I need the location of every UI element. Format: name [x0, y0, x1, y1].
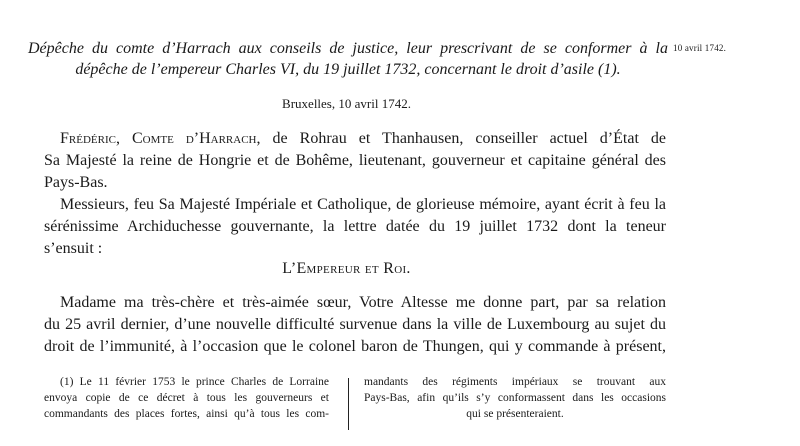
footnote-left-line-2: envoya copie de ce décret à tous les gouverneurs et	[44, 392, 329, 404]
footnote-right-line-1: mandants des régiments impériaux se trouvant aux	[364, 376, 666, 388]
paragraph-intro-line-1	[44, 128, 666, 150]
heading-line-2: dépêche de l’empereur Charles VI, du 19 juillet 1732, concernant le droit d’asile (1).	[75, 61, 621, 78]
paragraph-messieurs-line-3: s’ensuit :	[44, 240, 103, 257]
paragraph-messieurs-line-1: Messieurs, feu Sa Majesté Impériale et Catholique, de glorieuse mémoire, ayant écrit à feu la	[60, 196, 666, 213]
footnote-column-divider	[348, 378, 349, 430]
section-title: L’Empereur et Roi.	[282, 260, 411, 277]
paragraph-intro	[44, 128, 666, 194]
footnote-right-line-2: Pays-Bas, afin qu’ils s’y conformassent dans les occasions	[364, 392, 666, 404]
paragraph-intro-line-2: Sa Majesté la reine de Hongrie et de Bohême, lieutenant, gouverneur et capitaine général des	[44, 152, 666, 169]
heading-line-1: Dépêche du comte d’Harrach aux conseils de justice, leur prescrivant de se conformer à la	[28, 40, 668, 57]
paragraph-intro-line-3: Pays-Bas.	[44, 174, 108, 191]
place-and-date: Bruxelles, 10 avril 1742.	[282, 96, 411, 111]
footnote-left-line-3: commandants des places fortes, ainsi qu’à tous les com-	[44, 408, 329, 420]
footnote-right-column	[364, 374, 666, 422]
footnote-left-line-1: (1) Le 11 février 1753 le prince Charles de Lorraine	[60, 376, 329, 388]
paragraph-madame-line-1: Madame ma très-chère et très-aimée sœur, Votre Altesse me donne part, par sa relation	[60, 294, 666, 311]
paragraph-madame	[44, 292, 666, 358]
footnote-right-line-3: qui se présenteraient.	[466, 408, 564, 420]
paragraph-madame-line-3: droit de l’immunité, à l’occasion que le colonel baron de Thungen, qui y commande à présent,	[44, 338, 666, 355]
paragraph-intro-line-1-rest: de Rohrau et Thanhausen, conseiller actuel d’État de	[272, 130, 667, 147]
margin-date: 10 avril 1742.	[673, 43, 727, 53]
author-name-small-caps: Frédéric, Comte d’Harrach,	[60, 130, 261, 147]
footnote-left-column	[44, 374, 329, 422]
paragraph-messieurs-line-2: sérénissime Archiduchesse gouvernante, la lettre datée du 19 juillet 1732 dont la teneur	[44, 218, 666, 235]
paragraph-madame-line-2: du 25 avril dernier, d’une nouvelle difficulté survenue dans la ville de Luxembourg au sujet du	[44, 316, 666, 333]
document-heading	[28, 38, 668, 80]
footnote-block	[44, 374, 666, 430]
paragraph-messieurs	[44, 194, 666, 260]
